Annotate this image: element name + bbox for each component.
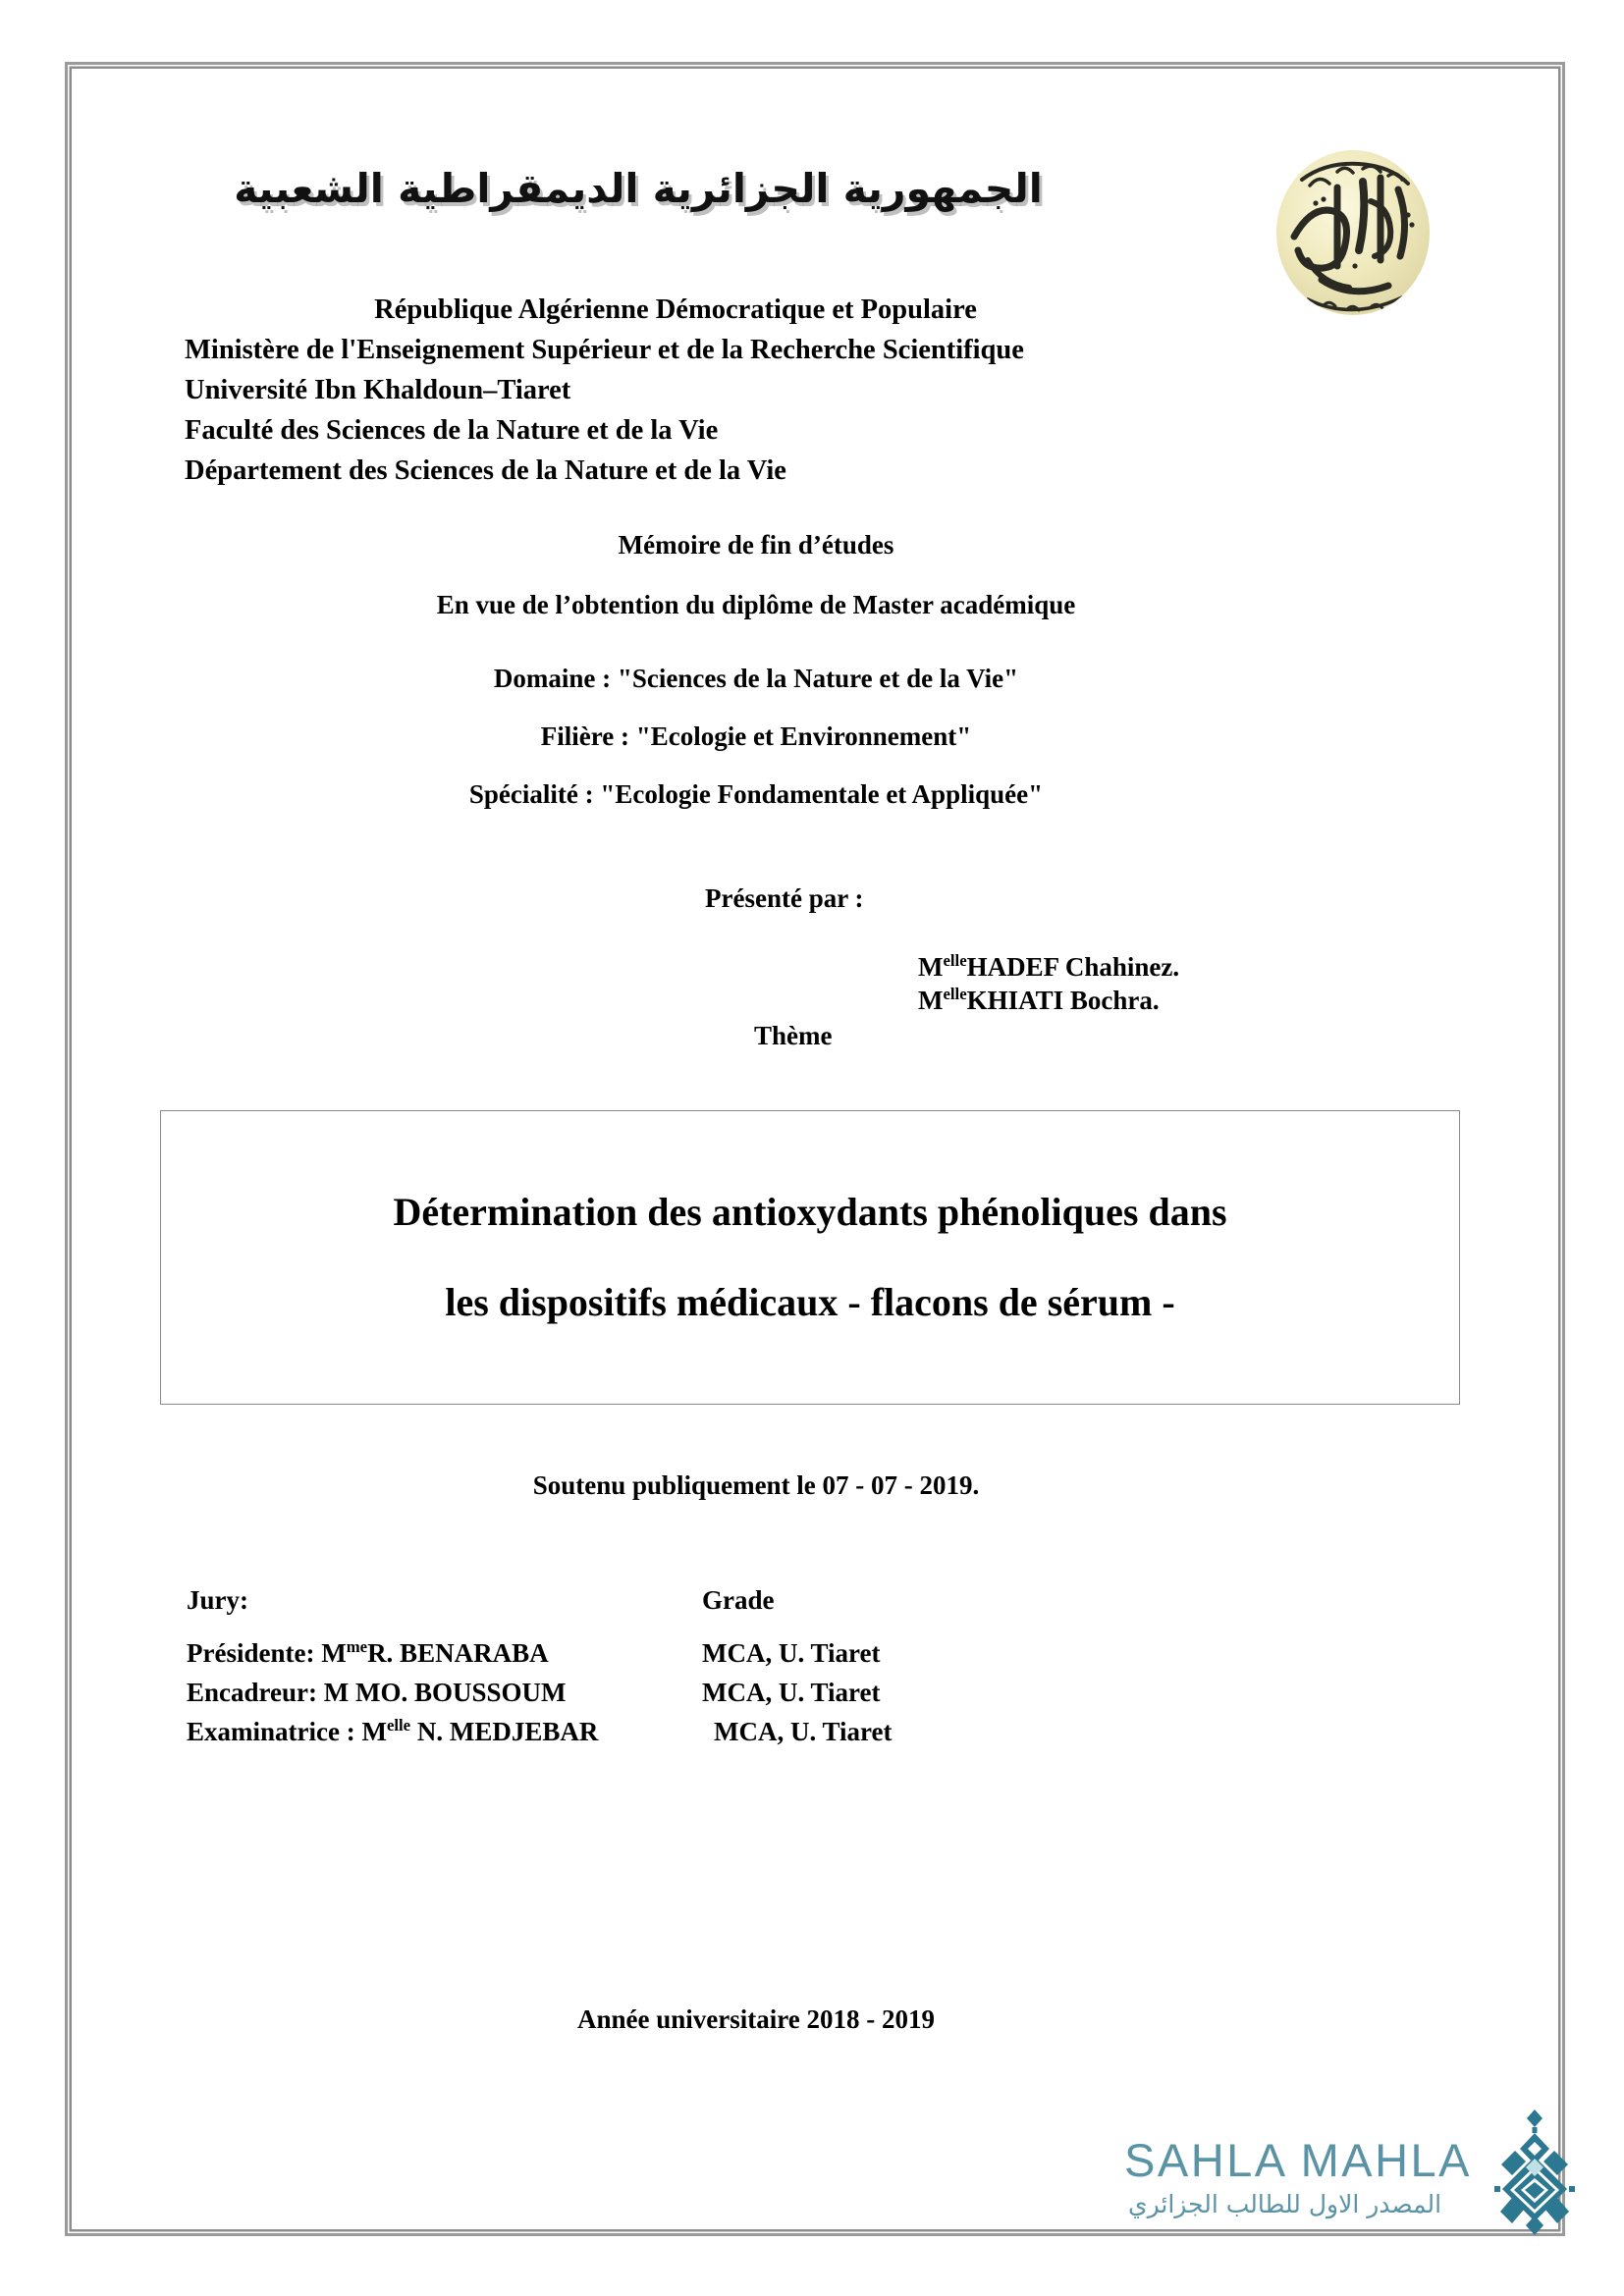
university-seal-icon bbox=[1265, 142, 1441, 324]
degree-purpose-line: En vue de l’obtention du diplôme de Master académique bbox=[436, 590, 1076, 619]
thesis-title-line-2: les dispositifs médicaux - flacons de sérum - bbox=[445, 1280, 1175, 1324]
jury-header-row bbox=[187, 1580, 1345, 1620]
degree-specialite-line: Spécialité : "Ecologie Fondamentale et Appliquée" bbox=[468, 779, 1044, 809]
author-title: M bbox=[918, 986, 944, 1015]
institution-line-republic: République Algérienne Démocratique et Populaire bbox=[374, 294, 977, 325]
jury-member-title: M bbox=[323, 1678, 350, 1707]
jury-role-label: Présidente: bbox=[187, 1638, 315, 1668]
jury-member-role bbox=[187, 1673, 702, 1712]
institution-block bbox=[185, 290, 1166, 491]
author-entry bbox=[918, 984, 1179, 1017]
jury-header-grade: Grade bbox=[702, 1585, 775, 1615]
author-entry bbox=[918, 950, 1179, 984]
thesis-title-box bbox=[160, 1110, 1460, 1405]
jury-title-suffix: elle bbox=[386, 1716, 411, 1735]
author-name: KHIATI Bochra. bbox=[966, 986, 1160, 1015]
berber-diamond-ornament-svg bbox=[1492, 2108, 1577, 2237]
degree-block bbox=[177, 530, 1335, 837]
jury-member-grade: MCA, U. Tiaret bbox=[714, 1717, 893, 1746]
author-name: HADEF Chahinez. bbox=[966, 952, 1180, 982]
jury-row bbox=[187, 1633, 1345, 1673]
institution-line-faculty: Faculté des Sciences de la Nature et de la Vie bbox=[185, 415, 719, 446]
jury-member-name: MO. BOUSSOUM bbox=[354, 1678, 567, 1707]
jury-row bbox=[187, 1712, 1345, 1751]
institution-line-university: Université Ibn Khaldoun–Tiaret bbox=[185, 375, 571, 405]
author-list bbox=[918, 950, 1179, 1017]
defense-date-line: Soutenu publiquement le 07 - 07 - 2019. bbox=[532, 1470, 980, 1500]
jury-member-role bbox=[187, 1712, 702, 1751]
degree-filiere-line: Filière : "Ecologie et Environnement" bbox=[540, 721, 972, 751]
memoire-label: Mémoire de fin d’études bbox=[618, 530, 894, 560]
jury-role-label: Examinatrice : bbox=[187, 1717, 355, 1746]
thesis-title-line-1: Détermination des antioxydants phénoliques dans bbox=[393, 1190, 1227, 1234]
jury-role-label: Encadreur: bbox=[187, 1678, 317, 1707]
jury-member-role bbox=[187, 1633, 702, 1673]
jury-member-title: M bbox=[321, 1638, 347, 1668]
degree-domaine-line: Domaine : "Sciences de la Nature et de la Vie" bbox=[493, 664, 1019, 693]
institution-line-department: Département des Sciences de la Nature et de la Vie bbox=[185, 455, 786, 486]
theme-label: Thème bbox=[754, 1021, 833, 1050]
arabic-republic-header: الجمهورية الجزائرية الديمقراطية الشعبية bbox=[234, 165, 1043, 212]
jury-member-grade: MCA, U. Tiaret bbox=[702, 1678, 881, 1707]
jury-title-suffix: me bbox=[346, 1637, 368, 1656]
jury-table bbox=[187, 1580, 1345, 1751]
author-title: M bbox=[918, 952, 944, 982]
jury-member-name: R. BENARABA bbox=[367, 1638, 549, 1668]
jury-member-grade: MCA, U. Tiaret bbox=[702, 1638, 881, 1668]
institution-line-ministry: Ministère de l'Enseignement Supérieur et de la Recherche Scientifique bbox=[185, 335, 1024, 365]
footer-wordmark: SAHLA MAHLA bbox=[1124, 2134, 1473, 2186]
jury-header-role: Jury: bbox=[187, 1585, 248, 1615]
presented-by-label: Présenté par : bbox=[705, 883, 864, 913]
jury-member-name: N. MEDJEBAR bbox=[416, 1717, 599, 1746]
footer-tagline-arabic: المصدر الاول للطالب الجزائري bbox=[1128, 2190, 1442, 2218]
academic-year-line: Année universitaire 2018 - 2019 bbox=[577, 2004, 935, 2034]
jury-member-title: M bbox=[361, 1717, 387, 1746]
author-title-suffix: elle bbox=[943, 985, 967, 1003]
jury-row bbox=[187, 1673, 1345, 1712]
sahla-mahla-footer-logo bbox=[1124, 2113, 1566, 2246]
berber-diamond-ornament-icon bbox=[1492, 2108, 1577, 2237]
university-seal-logo bbox=[1265, 142, 1441, 324]
author-title-suffix: elle bbox=[943, 951, 967, 970]
